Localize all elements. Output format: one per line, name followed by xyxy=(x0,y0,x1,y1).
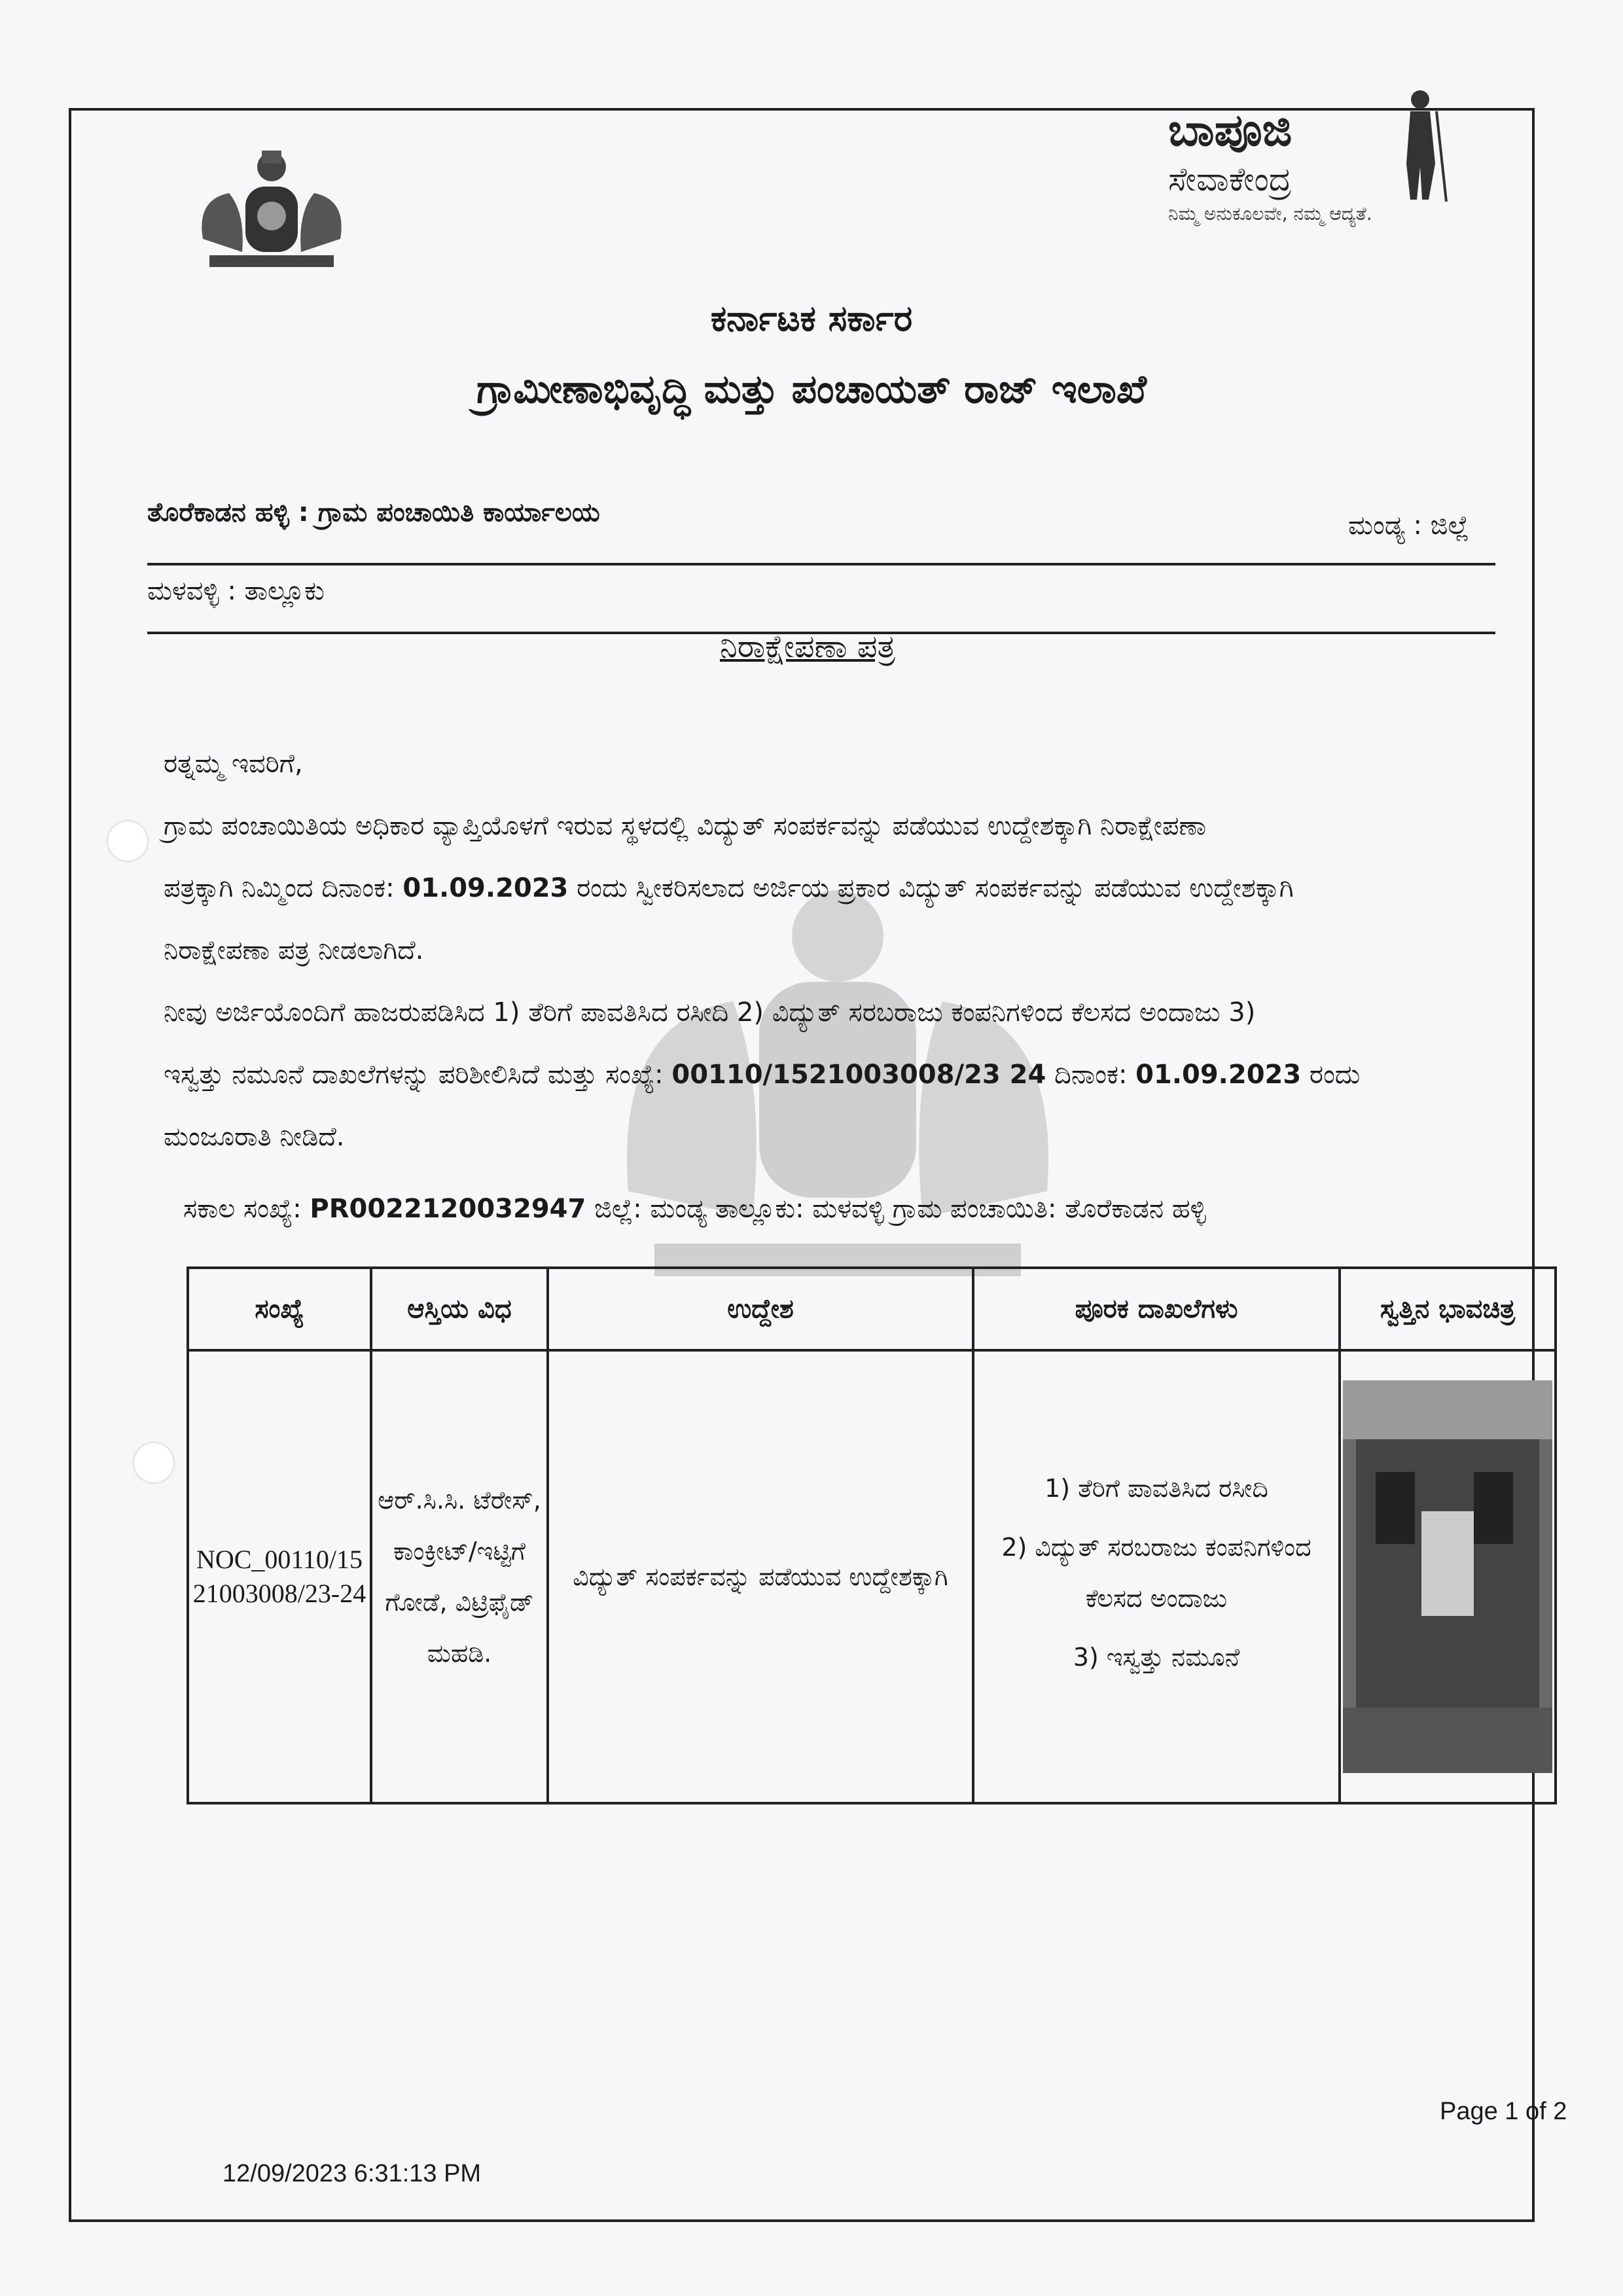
sakala-number: PR0022120032947 xyxy=(310,1194,586,1224)
document-subject: ನಿರಾಕ್ಷೇಪಣಾ ಪತ್ರ xyxy=(720,628,896,665)
logo-line1: ಬಾಪೂಜಿ xyxy=(1168,105,1293,156)
doc-item: 2) ವಿದ್ಯುತ್ ಸರಬರಾಜು ಕಂಪನಿಗಳಿಂದ ಕೆಲಸದ ಅಂದಾಜು xyxy=(1001,1533,1311,1613)
office-name: ತೊರೆಕಾಡನ ಹಳ್ಳಿ : ಗ್ರಾಮ ಪಂಚಾಯಿತಿ ಕಾರ್ಯಾಲಯ xyxy=(147,497,600,528)
paragraph-2-line1: ನೀವು ಅರ್ಜಿಯೊಂದಿಗೆ ಹಾಜರುಪಡಿಸಿದ 1) ತೆರಿಗೆ ಪಾವತಿಸಿದ ರಸೀದಿ 2) ವಿದ್ಯುತ್ ಸರಬರಾಜು ಕಂಪನಿಗಳಿಂದ ಕೆಲಸದ ಅಂದಾಜು 3) xyxy=(164,997,1256,1028)
cell-property-type: ಆರ್.ಸಿ.ಸಿ. ಟೆರೇಸ್, ಕಾಂಕ್ರೀಟ್/ಇಟ್ಟಿಗೆ ಗೋಡೆ, ವಿಟ್ರಿಫೈಡ್ ಮಹಡಿ. xyxy=(371,1350,548,1803)
sanction-number: 00110/1521003008/23 24 xyxy=(671,1060,1046,1090)
state-emblem-icon xyxy=(183,141,360,278)
punch-hole xyxy=(134,1443,173,1482)
cell-photo xyxy=(1340,1350,1556,1803)
bapuji-sevakendra-logo xyxy=(1158,79,1459,242)
noc-details-table xyxy=(187,1266,1557,1804)
logo-tagline: ನಿಮ್ಮ ಅನುಕೂಲವೇ, ನಮ್ಮ ಆದ್ಯತೆ. xyxy=(1168,203,1372,224)
paragraph-2 xyxy=(164,982,1512,1168)
cell-purpose: ವಿದ್ಯುತ್ ಸಂಪರ್ಕವನ್ನು ಪಡೆಯುವ ಉದ್ದೇಶಕ್ಕಾಗಿ xyxy=(548,1350,973,1803)
paragraph-1-line1: ಗ್ರಾಮ ಪಂಚಾಯಿತಿಯ ಅಧಿಕಾರ ವ್ಯಾಪ್ತಿಯೊಳಗೆ ಇರುವ ಸ್ಥಳದಲ್ಲಿ ವಿದ್ಯುತ್ ಸಂಪರ್ಕವನ್ನು ಪಡೆಯುವ ಉದ್ದೇಶಕ್ಕಾಗಿ ನಿರಾಕ್ಷೇಪಣಾ xyxy=(164,811,1207,841)
application-date: 01.09.2023 xyxy=(402,873,569,903)
gandhi-figure-icon xyxy=(1391,85,1450,203)
taluk-name: ಮಳವಳ್ಳಿ : ತಾಲ್ಲೂಕು xyxy=(147,576,325,606)
doc-item: 3) ಇಸ್ವತ್ತು ನಮೂನೆ xyxy=(1073,1643,1240,1672)
table-header-row xyxy=(188,1268,1556,1350)
table-row xyxy=(188,1350,1556,1803)
sakala-line: ಸಕಾಲ ಸಂಖ್ಯೆ: PR0022120032947 ಜಿಲ್ಲೆ: ಮಂಡ್ಯ ತಾಲ್ಲೂಕು: ಮಳವಳ್ಳಿ ಗ್ರಾಮ ಪಂಚಾಯಿತಿ: ತೊರೆಕಾಡನ ಹಳ್ಳಿ xyxy=(183,1194,1206,1224)
col-header-photo: ಸ್ವತ್ತಿನ ಭಾವಚಿತ್ರ xyxy=(1340,1268,1556,1350)
col-header-number: ಸಂಖ್ಯೆ xyxy=(188,1268,371,1350)
header-divider xyxy=(147,563,1495,565)
govt-title: ಕರ್ನಾಟಕ ಸರ್ಕಾರ xyxy=(710,298,913,339)
paragraph-1-line3: ನಿರಾಕ್ಷೇಪಣಾ ಪತ್ರ ನೀಡಲಾಗಿದೆ. xyxy=(164,935,424,965)
col-header-purpose: ಉದ್ದೇಶ xyxy=(548,1268,973,1350)
col-header-documents: ಪೂರಕ ದಾಖಲೆಗಳು xyxy=(973,1268,1340,1350)
print-timestamp: 12/09/2023 6:31:13 PM xyxy=(223,2160,482,2187)
district-name: ಮಂಡ್ಯ : ಜಿಲ್ಲೆ xyxy=(1348,511,1469,541)
col-header-property-type: ಆಸ್ತಿಯ ವಿಧ xyxy=(371,1268,548,1350)
punch-hole xyxy=(108,821,147,861)
department-title: ಗ್ರಾಮೀಣಾಭಿವೃದ್ಧಿ ಮತ್ತು ಪಂಚಾಯತ್ ರಾಜ್ ಇಲಾಖೆ xyxy=(476,367,1147,412)
cell-number: NOC_00110/1521003008/23-24 xyxy=(188,1350,371,1803)
paragraph-2-line2: ಇಸ್ವತ್ತು ನಮೂನೆ ದಾಖಲೆಗಳನ್ನು ಪರಿಶೀಲಿಸಿದೆ ಮತ್ತು ಸಂಖ್ಯೆ: 00110/1521003008/23 24 ದಿನಾಂಕ: 01.09.2023 ರಂದು xyxy=(164,1060,1361,1090)
salutation: ರತ್ನಮ್ಮ ಇವರಿಗೆ, xyxy=(164,749,303,779)
sanction-date: 01.09.2023 xyxy=(1135,1060,1302,1090)
paragraph-1 xyxy=(164,795,1512,982)
cell-documents xyxy=(973,1350,1340,1803)
paragraph-1-line2: ಪತ್ರಕ್ಕಾಗಿ ನಿಮ್ಮಿಂದ ದಿನಾಂಕ: 01.09.2023 ರಂದು ಸ್ವೀಕರಿಸಲಾದ ಅರ್ಜಿಯ ಪ್ರಕಾರ ವಿದ್ಯುತ್ ಸಂಪರ್ಕವನ್ನು ಪಡೆಯುವ ಉದ್ದೇಶಕ್ಕಾಗಿ xyxy=(164,873,1294,903)
doc-item: 1) ತೆರಿಗೆ ಪಾವತಿಸಿದ ರಸೀದಿ xyxy=(1044,1474,1268,1503)
property-photo xyxy=(1343,1380,1552,1773)
logo-line2: ಸೇವಾಕೇಂದ್ರ xyxy=(1168,160,1292,198)
paragraph-2-line3: ಮಂಜೂರಾತಿ ನೀಡಿದೆ. xyxy=(164,1122,345,1152)
page-number: Page 1 of 2 xyxy=(1440,2098,1567,2125)
